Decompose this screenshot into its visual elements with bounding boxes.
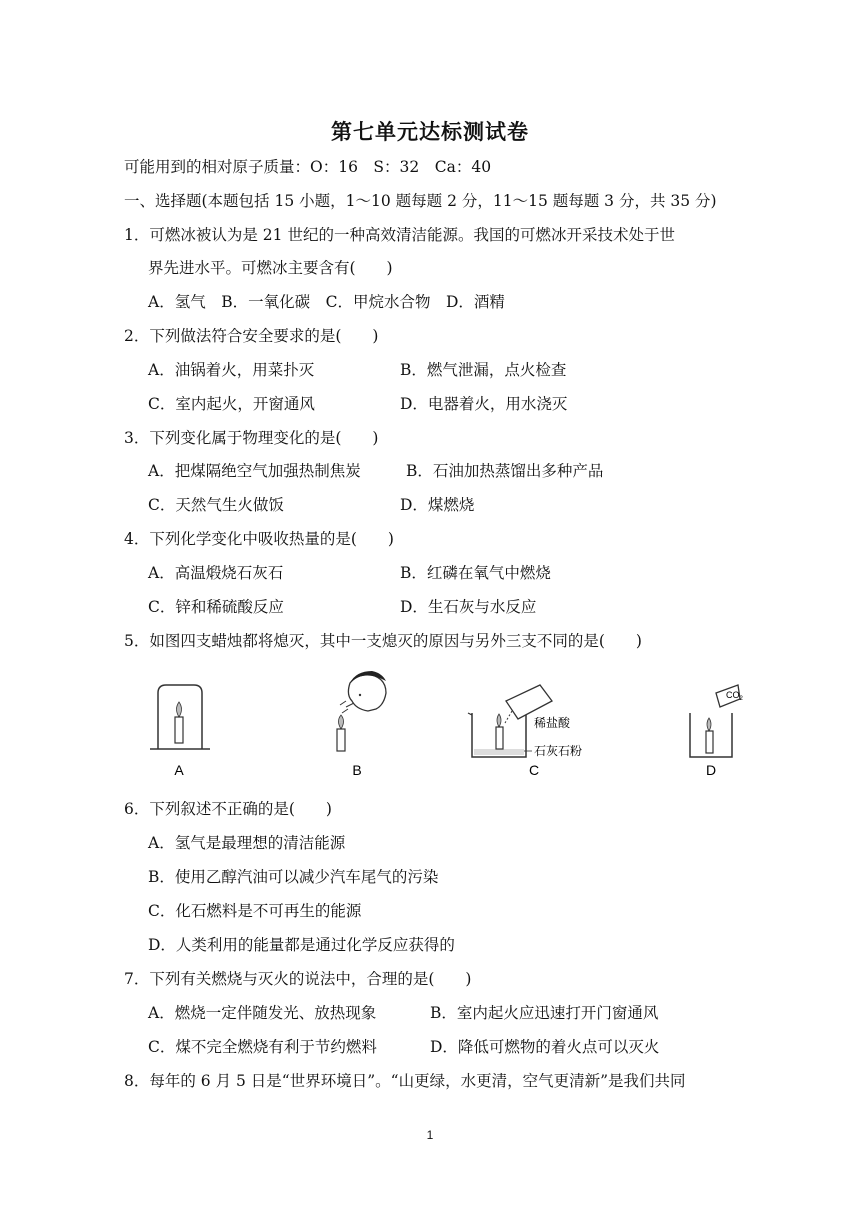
q6-stem: 6．下列叙述不正确的是( ) (124, 800, 332, 818)
atomic-mass-note: 可能用到的相对原子质量：O：16 S：32 Ca：40 (124, 158, 492, 176)
q3-option-b: B．石油加热蒸馏出多种产品 (406, 462, 604, 480)
page-title: 第七单元达标测试卷 (331, 120, 529, 144)
q1-stem-line2: 界先进水平。可燃冰主要含有( ) (148, 259, 393, 277)
figure-powder-label: 石灰石粉 (534, 744, 583, 758)
q4-stem: 4．下列化学变化中吸收热量的是( ) (124, 530, 394, 548)
page-number: 1 (426, 1128, 434, 1142)
q8-stem: 8．每年的 6 月 5 日是“世界环境日”。“山更绿，水更清，空气更清新”是我们共同 (124, 1072, 686, 1090)
figure-label-c: C (528, 762, 540, 778)
q6-option-d: D．人类利用的能量都是通过化学反应获得的 (148, 936, 455, 954)
figure-a-jar-candle (150, 685, 210, 778)
q6-option-b: B．使用乙醇汽油可以减少汽车尾气的污染 (148, 868, 439, 886)
figure-d-co2-beaker (690, 685, 744, 778)
q3-option-c: C．天然气生火做饭 (148, 496, 284, 514)
q1-options: A．氢气 B．一氧化碳 C．甲烷水合物 D．酒精 (148, 293, 505, 311)
q6-option-c: C．化石燃料是不可再生的能源 (148, 902, 362, 920)
q2-option-d: D．电器着火，用水浇灭 (400, 395, 568, 413)
candle-figure (120, 665, 743, 785)
q1-stem-line1: 1．可燃冰被认为是 21 世纪的一种高效清洁能源。我国的可燃冰开采技术处于世 (124, 226, 675, 244)
q3-stem: 3．下列变化属于物理变化的是( ) (124, 429, 379, 447)
q7-option-b: B．室内起火应迅速打开门窗通风 (430, 1004, 659, 1022)
figure-label-d: D (705, 762, 717, 778)
figure-label-b: B (352, 762, 362, 778)
q3-option-d: D．煤燃烧 (400, 496, 475, 514)
q3-option-a: A．把煤隔绝空气加强热制焦炭 (148, 462, 361, 480)
q2-stem: 2．下列做法符合安全要求的是( ) (124, 327, 379, 345)
figure-b-blowing (337, 671, 386, 778)
q7-option-c: C．煤不完全燃烧有利于节约燃料 (148, 1038, 377, 1056)
figure-label-a: A (174, 762, 184, 778)
q4-option-a: A．高温煅烧石灰石 (148, 564, 284, 582)
section-heading: 一、选择题(本题包括 15 小题，1～10 题每题 2 分，11～15 题每题 3 分，共 35 分) (124, 192, 717, 210)
q6-option-a: A．氢气是最理想的清洁能源 (148, 834, 346, 852)
q7-option-d: D．降低可燃物的着火点可以灭火 (430, 1038, 660, 1056)
q2-option-b: B．燃气泄漏，点火检查 (400, 361, 567, 379)
q2-option-a: A．油锅着火，用菜扑灭 (148, 361, 315, 379)
q7-option-a: A．燃烧一定伴随发光、放热现象 (148, 1004, 377, 1022)
q4-option-d: D．生石灰与水反应 (400, 598, 537, 616)
q2-option-c: C．室内起火，开窗通风 (148, 395, 315, 413)
figure-co2-label: $CO_2$ (726, 690, 743, 702)
q4-option-c: C．锌和稀硫酸反应 (148, 598, 284, 616)
figure-c-acid-limestone (468, 685, 582, 778)
q5-stem: 5．如图四支蜡烛都将熄灭，其中一支熄灭的原因与另外三支不同的是( ) (124, 632, 642, 650)
q4-option-b: B．红磷在氧气中燃烧 (400, 564, 551, 582)
figure-acid-label: 稀盐酸 (534, 716, 571, 730)
q7-stem: 7．下列有关燃烧与灭火的说法中，合理的是( ) (124, 970, 472, 988)
